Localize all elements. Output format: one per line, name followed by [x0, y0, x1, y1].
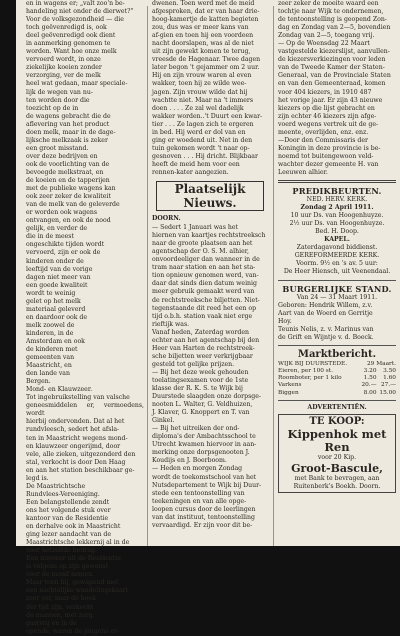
- text-line: lijksche melkzaak is zeker: [26, 136, 108, 144]
- church-lines: [278, 212, 396, 236]
- text-line: kinderen, in de: [26, 329, 74, 337]
- ad-for-sale: TE KOOP:: [309, 415, 365, 427]
- text-line: later begon 't gejammer om 2 uur.: [152, 64, 260, 72]
- text-line: vreesde de Hagenaar. Twee dagen: [152, 56, 261, 64]
- text-line: van de melk van de geleverde: [26, 201, 120, 209]
- text-line: voerd wegens vertrek uit de ge-: [278, 120, 379, 128]
- text-line: met de publieke wagens kan: [26, 185, 116, 193]
- text-line: en daardoor ook de: [26, 313, 88, 321]
- text-line: vastgestelde kiezerslijst, aanvullen-: [278, 48, 390, 56]
- market-cell: Eieren, per 100 st.: [278, 367, 333, 374]
- text-line: den lande van: [26, 370, 70, 378]
- text-line: over deze bedrijven en: [26, 152, 98, 160]
- text-line: Teunis Nelis, z. v. Marinus van: [278, 325, 374, 333]
- market-cell: 3.20: [363, 367, 377, 374]
- text-line: wakker, toen hij ze wilde wee-: [152, 80, 247, 88]
- text-line: de kiezersverkiezingen voor leden: [278, 56, 386, 64]
- market-cell: 8.00: [363, 389, 377, 396]
- text-line: de rechtstreeksche biljetten. Niet-: [152, 296, 260, 304]
- column-left: [26, 0, 144, 636]
- market-cell: Biggen: [278, 389, 299, 396]
- text-line: die in de meest: [26, 233, 74, 241]
- divider: [278, 280, 396, 281]
- text-line: diploma's der Ambachtsschool te: [152, 433, 256, 441]
- market-head-left: WIJK BIJ DUURSTEDE.: [278, 360, 348, 367]
- text-line: wachtte niet. Maar na 't immers: [152, 96, 254, 104]
- text-line: rennen-kater aangezien.: [152, 168, 229, 176]
- text-line: meer gebruik gemaakt werd van: [152, 288, 255, 296]
- text-line: opende, waren de jongens er-: [26, 627, 120, 635]
- text-line: materiaal geleverd: [26, 305, 86, 313]
- text-line: 10 uur Ds. van Hoogenhuyze.: [290, 212, 384, 220]
- text-line: — Sedert 1 Januari was het: [152, 224, 238, 232]
- text-line: van dat instituut, tentoonstelling: [152, 513, 255, 521]
- text-line: kantoor van de Residentie: [26, 515, 109, 522]
- market-cell: 3.50: [383, 367, 396, 374]
- text-line: stede een tentoonstelling van: [152, 489, 245, 497]
- advertisement: [278, 414, 396, 493]
- text-line: lijk de wegen van nu-: [26, 88, 93, 96]
- market-row: [278, 375, 396, 382]
- text-line: — Heden en morgen Zondag: [152, 465, 243, 473]
- text-line: echter aan het agentschap bij den: [152, 336, 260, 344]
- text-line: voor hetzelfde bedrag.: [26, 547, 97, 555]
- ad-item-scale: Groot-Bascule,: [291, 461, 383, 475]
- text-line: rieftijk was.: [152, 320, 190, 328]
- text-line: ten worden door die: [26, 96, 90, 104]
- text-line: bevoegde melkstraat, en: [26, 168, 104, 176]
- text-line: Bergen.: [26, 378, 51, 386]
- church-date: Zondag 2 April 1911.: [300, 204, 374, 212]
- text-line: voor 404 kiezers, in 1910 487: [278, 88, 372, 96]
- text-line: hoog-kamertje de katten begieten: [152, 16, 259, 24]
- church-name: NED. HERV. KERK.: [306, 196, 368, 204]
- text-line: heel wat gedaan, maar speciale-: [26, 80, 128, 88]
- text-line: merking onze dorpsgenooten J.: [152, 449, 250, 457]
- text-line: de kinderen met: [26, 346, 78, 354]
- text-line: tuin gekomen wordt 't naar op-: [152, 144, 250, 152]
- text-line: wordt de toekomstschool van het: [152, 473, 257, 481]
- local-news-body: [152, 224, 268, 530]
- text-line: in bed. Hij werd er dol van en: [152, 128, 246, 136]
- text-line: kiezers op die lijst gebracht en: [278, 104, 375, 112]
- text-line: Leeuwen alhier.: [278, 168, 328, 176]
- text-line: de koeien en de tapperijen: [26, 177, 110, 185]
- text-line: tegenstaande dit reed het een op: [152, 304, 257, 312]
- text-line: zijn echter 46 kiezers zijn afge-: [278, 112, 377, 120]
- text-line: wakker worden..'t Duurt een kwar-: [152, 112, 263, 120]
- text-line: het vorige jaar. Er zijn 43 nieuwe: [278, 96, 383, 104]
- civil-registry-title: BURGERLIJKE STAND.: [282, 283, 392, 294]
- text-line: Rundvlees-Vereeniging.: [26, 490, 100, 498]
- text-line: ging lezer aandacht van de: [26, 531, 112, 539]
- text-line: Amsterdam en ook: [26, 337, 85, 345]
- text-line: en in wagens er; „valt zoo'n be-: [26, 0, 125, 7]
- text-line: aflevering van het product: [26, 120, 110, 128]
- market-cell: Varkens: [278, 382, 302, 389]
- text-line: De Heer Hiensch, uit Veenendaal.: [283, 268, 391, 276]
- text-line: nooten L. Walter, G. Veldhuizen,: [152, 401, 253, 409]
- text-line: de Grift en Wijntje v. d. Boeck.: [278, 333, 374, 341]
- text-line: Maar toen hij, gewapend met: [26, 579, 119, 587]
- column-right: [278, 0, 396, 493]
- text-line: en van den Gemeenteraad, komen: [278, 80, 386, 88]
- text-line: gesnoven . . . Hij dricht. Blijkbaar: [152, 152, 258, 160]
- text-line: kinderen onder de: [26, 257, 84, 265]
- text-line: tochtje naar Wijk te ondernemen,: [278, 8, 384, 16]
- text-line: klasse der R. K. S. te Wijk bij: [152, 385, 243, 393]
- text-line: gemeenten van: [26, 354, 75, 362]
- text-line: gesteld tot gelijke prijzen.: [152, 360, 235, 368]
- section-title: Plaatselijk Nieuws.: [156, 181, 264, 211]
- local-news-continued: [278, 0, 396, 177]
- text-line: geneesmiddelen er, vermoedens, wordt: [26, 402, 144, 418]
- text-line: meente, overlijden, enz. enz.: [278, 128, 369, 136]
- text-line: af-gien en toen hij een voordeen: [152, 32, 254, 40]
- text-line: Koudijs en J. Boerboom.: [152, 457, 227, 465]
- text-line: leeftijd van de vorige: [26, 265, 93, 273]
- text-line: —Door den Commissaris der: [278, 136, 368, 144]
- text-line: zou, dus was er meer kans van: [152, 24, 249, 32]
- market-title: Marktbericht.: [297, 348, 377, 360]
- text-line: der tijd zijn, verkocht: [26, 603, 94, 611]
- text-line: — Op de Woensdag 22 Maart: [278, 40, 370, 48]
- text-line: vervoerd, zijn er ook de: [26, 249, 101, 257]
- text-line: ook zeer zeker de kwaliteit: [26, 193, 111, 201]
- column-middle: [152, 0, 268, 530]
- divider: [278, 400, 396, 401]
- column-divider: [273, 6, 274, 546]
- text-line: tram naar station en aan het sta-: [152, 264, 256, 272]
- text-line: legd is.: [26, 474, 49, 482]
- text-line: ongeschikte tijden wordt: [26, 241, 105, 249]
- text-line: Maastrichtsche lekkernij al in de: [26, 539, 130, 547]
- text-line: gastvrij en in de: [26, 619, 77, 627]
- text-line: Koningin in deze provincie is be-: [278, 144, 381, 152]
- text-line: is volgens op zijn gewenst: [26, 563, 109, 571]
- text-line: stal, verkocht is door Den Haag: [26, 458, 126, 466]
- ad-contact: met Bank te bevragen, aan: [294, 474, 380, 482]
- ad-contact: Ruitenberk's Boekh. Doorn.: [293, 482, 381, 490]
- text-line: afgesproken, dat er van haar drie-: [152, 8, 260, 16]
- text-line: van de Tweede Kamer der Staten-: [278, 64, 385, 72]
- text-line: en aan het station beschikbaar ge-: [26, 466, 135, 474]
- market-cell: 20.—: [361, 382, 377, 389]
- text-line: de wagens gebracht die de: [26, 112, 111, 120]
- text-line: vervoerd wordt, in onze: [26, 56, 101, 64]
- text-line: een groot misstand.: [26, 144, 89, 152]
- text-line: nacht doorslapen, was al de niet: [152, 40, 254, 48]
- text-line: toelatingsexamen voor de 1ste: [152, 376, 249, 384]
- text-line: ook de voorlichting van de: [26, 160, 110, 168]
- city-heading: DOORN.: [152, 215, 181, 223]
- civil-registry-period: Van 24 — 31 Maart 1911.: [296, 293, 378, 301]
- text-line: de tentoonstelling is geopend Zon-: [278, 16, 387, 24]
- geref-lines: [278, 260, 396, 276]
- text-line: Generaal, van de Provinciale Staten: [278, 72, 391, 80]
- text-line: dwenen. Toen werd met de meid: [152, 0, 255, 7]
- text-line: ten in Maastricht wegens mond-: [26, 434, 128, 442]
- text-line: agentschap der O. S. M. alhier,: [152, 248, 249, 256]
- text-line: — Bij het deze week gehouden: [152, 368, 249, 376]
- text-line: er worden ook wagens: [26, 209, 98, 217]
- text-line: en klauwzeer ongerijmd, door: [26, 442, 121, 450]
- text-line: onvoordeeliger dan wanneer in de: [152, 256, 260, 264]
- text-line: noemd tot buitengewoon veld-: [278, 152, 374, 160]
- text-line: Utrecht kwamen hiervoor in aan-: [152, 441, 257, 449]
- text-line: Zondag van 2—5, toegang vrij.: [278, 32, 375, 40]
- text-line: loopen cursus door de leerlingen: [152, 505, 256, 513]
- text-line: Hoy.: [278, 317, 292, 325]
- text-line: Hij en zijn vrouw waren al even: [152, 72, 252, 80]
- text-line: Nutsdepartement te Wijk bij Duur-: [152, 481, 262, 489]
- text-line: De Maastrichtsche: [26, 482, 86, 490]
- text-line: teekeningen en van alle opge-: [152, 497, 247, 505]
- text-line: — Bij het uitreiken der ond-: [152, 425, 240, 433]
- text-line: gelet op het melk: [26, 297, 81, 305]
- text-line: melk zoowel de: [26, 321, 75, 329]
- divider: [278, 345, 396, 346]
- text-line: heeft de meid hem voor een: [152, 160, 240, 168]
- text-line: vervaardigd. Er zijn voor dit be-: [152, 521, 253, 529]
- market-head-right: 29 Maart.: [366, 360, 396, 367]
- text-line: ziekelijke koeien zonder: [26, 64, 102, 72]
- text-line: daar dat sinds dien datum weinig: [152, 280, 257, 288]
- text-line: Vanaf heden, Zaterdag worden: [152, 328, 249, 336]
- market-table: [278, 361, 396, 397]
- text-line: Maastricht, en: [26, 362, 72, 370]
- text-line: deel geëvenredigd ook dient: [26, 32, 116, 40]
- market-cell: 15.00: [379, 389, 396, 396]
- market-cell: 1.60: [383, 375, 396, 382]
- text-line: doen . . . . Ze zal wel dadelijk: [152, 104, 244, 112]
- church-services-title: PREDIKBEURTEN.: [292, 186, 382, 197]
- market-cell: Roomboter, per 1 kilo: [278, 375, 342, 382]
- text-line: gelijk, en verder de: [26, 225, 88, 233]
- market-row: [278, 368, 396, 375]
- text-line: Heer van Harten de rechtstreek-: [152, 344, 255, 352]
- market-cell: 27.—: [380, 382, 396, 389]
- text-line: hiernen van kaartjes rechtstreeksch: [152, 232, 266, 240]
- text-line: Duurstede slaagden onze dorpsge-: [152, 393, 261, 401]
- text-line: Een belangstellende zendt: [26, 498, 110, 506]
- text-line: een goede kwaliteit: [26, 281, 88, 289]
- article-continuation: [152, 0, 268, 177]
- civil-registry-lines: [278, 302, 396, 342]
- text-line: ontvangen, en ook de nood: [26, 217, 111, 225]
- text-line: rundvleesch, sedert het afsla-: [26, 426, 120, 434]
- text-line: ons het volgende stuk over: [26, 506, 111, 514]
- text-line: tijd o.b.h. station vaak niet erge: [152, 312, 253, 320]
- ads-title: ADVERTENTIËN.: [307, 403, 367, 411]
- text-line: toch geëvenredigd is, ook: [26, 24, 107, 32]
- ad-item-detail: voor 20 Kip.: [317, 453, 357, 461]
- text-line: naar de groote plaatsen aan het: [152, 240, 253, 248]
- kapel-title: KAPEL.: [324, 236, 350, 244]
- column-divider: [147, 6, 148, 546]
- text-line: Voorm. 9½ en 's av. 5 uur:: [296, 260, 378, 268]
- kapel-line: Zaterdagavond biddienst.: [296, 244, 378, 252]
- text-line: tier . . . Ze lagen zich te ergeren: [152, 120, 254, 128]
- text-line: dagen niet meer van: [26, 273, 91, 281]
- text-line: worden. Want hoe onze melk: [26, 48, 117, 56]
- text-line: vele, alle zieken, uitgezonderd den: [26, 450, 136, 458]
- market-row: [278, 382, 396, 389]
- text-line: Geboren: Hendrik Willem, z.v.: [278, 301, 373, 309]
- text-line: sche biljetten weer verkrijgbaar: [152, 352, 253, 360]
- text-line: Een inwoner uit de Residentie: [26, 555, 121, 563]
- newspaper-page: [16, 0, 400, 635]
- text-line: Aart van de Woerd en Gerritje: [278, 309, 373, 317]
- market-head-row: [278, 361, 396, 368]
- text-line: tion opnieuw genomen werd, van-: [152, 272, 259, 280]
- text-line: hierbij ondervonden. Dat al het: [26, 418, 125, 426]
- ad-item-chicken-coop: Kippenhok met Ren: [287, 426, 387, 454]
- text-line: wachter dezer gemeente H. van: [278, 160, 379, 168]
- market-cell: 1.50: [363, 375, 377, 382]
- text-line: doen melk, maar in de dage-: [26, 128, 116, 136]
- text-line: J. Klaver, G. Knoppert en T. van: [152, 409, 250, 417]
- text-line: 2½ uur Ds. van Hoogenhuyze.: [289, 220, 385, 228]
- text-line: jagen. Zijn vrouw wilde dat hij: [152, 88, 248, 96]
- text-line: en derhalve ook in Maastricht: [26, 523, 121, 531]
- text-line: ging er woedend uit. Net in den: [152, 136, 253, 144]
- text-line: Tot ingebruikstelling van valsche: [26, 394, 130, 402]
- geref-title: GEREFORMEERDE KERK.: [294, 252, 380, 260]
- text-line: verzorging, ver de melk: [26, 72, 101, 80]
- text-line: dag en Zondag van 2—5, bovendien: [278, 24, 391, 32]
- text-line: Bed. H. Doop.: [315, 228, 359, 236]
- divider: [278, 180, 396, 183]
- text-line: een nachtelijke wandelingskaart: [26, 587, 129, 595]
- text-line: zeer ver, naar de hoek: [26, 595, 96, 603]
- text-line: zeer zeker de moeite waard een: [278, 0, 379, 7]
- text-line: in aanmerking genomen te: [26, 40, 111, 48]
- text-line: uit zijn gewekt komen te terug,: [152, 48, 251, 56]
- market-row: [278, 390, 396, 397]
- text-line: handeling niet onder de dierwet?": [26, 8, 134, 16]
- text-line: Mond- en Klauwzeer.: [26, 386, 93, 394]
- text-line: voor de mond nemen.: [26, 571, 95, 579]
- text-line: de mannen, met zorg,: [26, 611, 95, 619]
- text-line: Ginkel.: [152, 417, 175, 425]
- text-line: wordt te weinig: [26, 289, 76, 297]
- text-line: toezicht op de in: [26, 104, 79, 112]
- text-line: Voor de volksgezondheid — die: [26, 16, 124, 24]
